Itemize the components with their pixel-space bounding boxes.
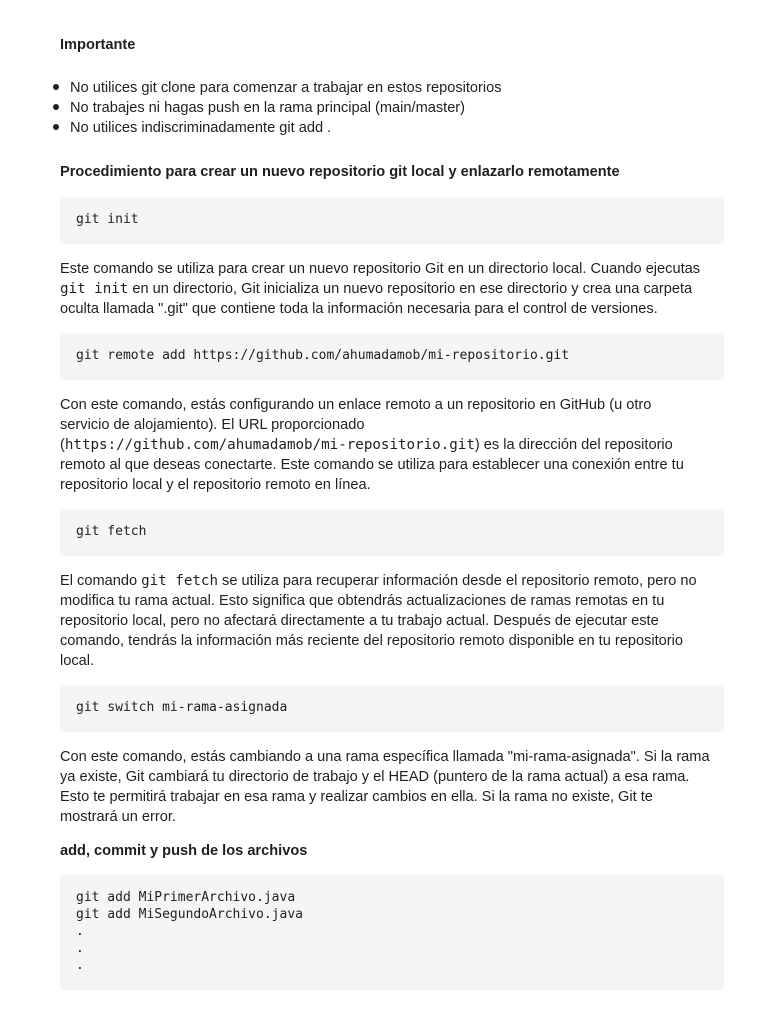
code-line: . bbox=[76, 941, 84, 956]
bullet-icon bbox=[53, 84, 59, 90]
list-item: No utilices indiscriminadamente git add . bbox=[60, 118, 724, 138]
bullet-icon bbox=[53, 104, 59, 110]
paragraph-git-remote: Con este comando, estás configurando un enlace remoto a un repositorio en GitHub (u otro servicio de alojamiento). El URL proporcionado (https://github.com/ahumadamob/mi-repositorio.git) es la dirección del repositorio remoto al que deseas conectarte. Este comando se utiliza para establecer una conexión entre tu repositorio local y el repositorio remoto en línea. bbox=[60, 397, 684, 493]
paragraph-git-init: Este comando se utiliza para crear un nuevo repositorio Git en un directorio local. Cuando ejecutas git init en un directorio, Git inicializa un nuevo repositorio en ese directorio y crea una carpeta oculta llamada ".git" que contiene toda la información necesaria para el control de versiones. bbox=[60, 261, 701, 317]
heading-procedimiento: Procedimiento para crear un nuevo repositorio git local y enlazarlo remotamente bbox=[60, 164, 620, 180]
paragraph-git-fetch: El comando git fetch se utiliza para recuperar información desde el repositorio remoto, pero no modifica tu rama actual. Esto significa que obtendrás actualizaciones de ramas remotas en tu repositorio local, pero no afectará directamente a tu trabajo actual. Después de ejecutar este comando, tendrás la información más reciente del repositorio remoto disponible en tu repositorio local. bbox=[60, 573, 697, 669]
code-line: . bbox=[76, 924, 84, 939]
paragraph-git-switch: Con este comando, estás cambiando a una rama específica llamada "mi-rama-asignada". Si la rama ya existe, Git cambiará tu directorio de trabajo y el HEAD (puntero de la rama actual) a esa rama. Esto te permitirá trabajar en esa rama y realizar cambios en ella. Si la rama no existe, Git te mostrará un error. bbox=[60, 749, 710, 825]
heading-add-commit-push: add, commit y push de los archivos bbox=[60, 843, 308, 859]
inline-code: git init bbox=[60, 281, 129, 297]
important-list bbox=[60, 78, 724, 138]
bullet-icon bbox=[53, 124, 59, 130]
code-block-git-fetch: git fetch bbox=[60, 509, 724, 556]
code-block-git-init: git init bbox=[60, 197, 724, 244]
list-item: No trabajes ni hagas push en la rama principal (main/master) bbox=[60, 98, 724, 118]
inline-code: git fetch bbox=[141, 573, 218, 589]
code-block-git-switch: git switch mi-rama-asignada bbox=[60, 685, 724, 732]
code-block-git-remote: git remote add https://github.com/ahumadamob/mi-repositorio.git bbox=[60, 333, 724, 380]
code-line: git add MiPrimerArchivo.java bbox=[76, 890, 296, 905]
inline-code: https://github.com/ahumadamob/mi-repositorio.git bbox=[64, 437, 475, 453]
code-line: git add MiSegundoArchivo.java bbox=[76, 907, 303, 922]
code-line: . bbox=[76, 958, 84, 973]
heading-importante: Importante bbox=[60, 37, 136, 53]
list-item: No utilices git clone para comenzar a trabajar en estos repositorios bbox=[60, 78, 724, 98]
code-block-git-add bbox=[60, 875, 724, 990]
